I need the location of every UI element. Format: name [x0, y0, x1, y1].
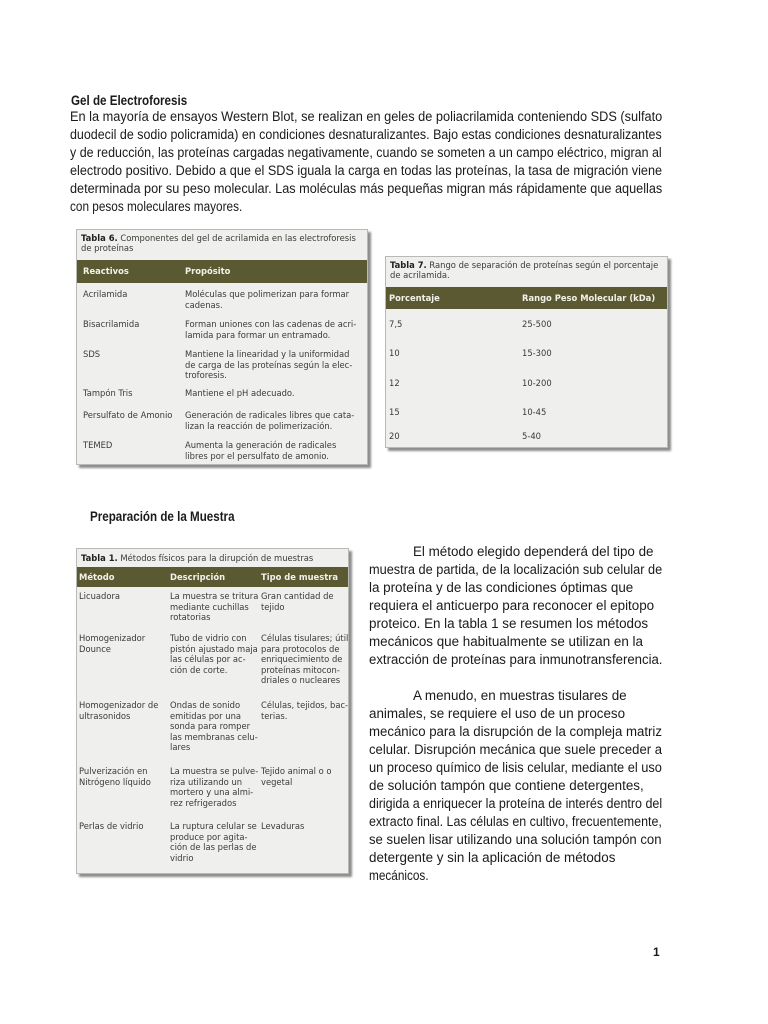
table-7-caption-line: Rango de separación de proteínas según el porcentaje	[429, 260, 659, 270]
table-1-cell-descripcion-line: ción de corte.	[170, 664, 228, 675]
section-heading-gel: Gel de Electroforesis	[71, 93, 188, 108]
gel-paragraph-line: En la mayoría de ensayos Western Blot, se realizan en geles de poliacrilamida conteniendo SDS (sulfato	[70, 109, 663, 124]
table-1-cell-descripcion-line: mortero y una almi-	[170, 787, 254, 798]
table-6-cell-reactivo	[83, 440, 112, 451]
table-1-cell-tipo	[261, 766, 332, 787]
paragraph-line: El método elegido dependerá del tipo de	[413, 544, 654, 559]
table-6-cell-reactivo	[83, 289, 127, 300]
table-1-cell-metodo-line: Dounce	[79, 643, 111, 654]
table-1-header-descripcion: Descripción	[170, 572, 226, 582]
table-6-cell-proposito-line: lamida para formar un entramado.	[185, 329, 331, 340]
paragraph-line: animales, se requiere el uso de un proceso	[369, 706, 626, 721]
table-1-cell-tipo-line: vegetal	[261, 776, 293, 787]
table-6-cell-reactivo-line: TEMED	[83, 440, 113, 450]
paragraph-line: detergente y sin la aplicación de métodos	[369, 850, 616, 865]
table-7-cell-porcentaje: 7,5	[389, 319, 403, 329]
table-7-caption-label: Tabla 7.	[390, 260, 427, 270]
table-1-cell-descripcion-line: emitidas por una	[170, 710, 242, 721]
table-6-cell-proposito-line: Generación de radicales libres que cata-	[185, 410, 355, 420]
table-1-cell-metodo-line: Homogenizador	[79, 633, 146, 643]
table-1-header	[77, 567, 348, 587]
paragraph-line: A menudo, en muestras tisulares de	[413, 688, 627, 703]
table-1-cell-descripcion-line: La ruptura celular se	[170, 821, 257, 831]
table-1-caption-label: Tabla 1.	[81, 553, 118, 563]
table-1-cell-tipo-line: Gran cantidad de	[261, 591, 334, 601]
table-7-header	[386, 287, 667, 309]
table-1-cell-descripcion-line: Ondas de sonido	[170, 700, 241, 710]
table-1-cell-descripcion-line: riza utilizando un	[170, 776, 243, 787]
paragraph-line: extracción de proteínas para inmunotransferencia.	[369, 652, 663, 667]
table-6-cell-proposito-line: Moléculas que polimerizan para formar	[185, 289, 350, 299]
table-6-cell-reactivo-line: SDS	[83, 349, 101, 359]
gel-paragraph-line: duodecil de sodio policramida) en condiciones desnaturalizantes. Bajo estas condiciones desnaturalizantes	[70, 127, 662, 142]
paragraph-line: mecánicos.	[369, 868, 429, 883]
table-6-cell-reactivo-line: Acrilamida	[83, 289, 128, 299]
table-6-cell-proposito-line: lizan la reacción de polimerización.	[185, 420, 333, 431]
table-6-header	[77, 260, 367, 283]
table-1-cell-metodo	[79, 633, 145, 654]
table-1-cell-tipo-line: Células tisulares; útil	[261, 633, 349, 643]
table-1-caption	[81, 553, 313, 563]
table-6-cell-reactivo	[83, 349, 100, 360]
paragraph-line: un proceso químico de lisis celular, mediante el uso	[369, 760, 662, 775]
table-1-cell-descripcion-line: La muestra se pulve-	[170, 766, 259, 776]
table-1-cell-metodo-line: Homogenizador de	[79, 700, 159, 710]
table-6-caption-line: Componentes del gel de acrilamida en las electroforesis	[120, 233, 356, 243]
paragraph-line: dirigida a enriquecer la proteína de interés dentro del	[369, 796, 663, 811]
table-6-cell-reactivo-line: Persulfato de Amonio	[83, 410, 173, 420]
table-7-cell-porcentaje: 20	[389, 431, 400, 441]
table-1-cell-metodo-line: ultrasonidos	[79, 710, 131, 721]
table-1-header-metodo: Método	[79, 572, 115, 582]
paragraph-line: mecánico para la disrupción de la compleja matriz	[369, 724, 662, 739]
table-1	[76, 548, 349, 874]
table-6-cell-proposito-line: troforesis.	[185, 370, 227, 381]
table-1-cell-descripcion-line: lares	[170, 742, 191, 753]
table-6-cell-proposito	[185, 440, 336, 461]
table-1-cell-metodo	[79, 591, 120, 602]
table-1-cell-metodo-line: Perlas de vidrio	[79, 821, 144, 831]
table-1-cell-tipo-line: enriquecimiento de	[261, 654, 343, 665]
paragraph-line: muestra de partida, de la localización sub celular de	[369, 562, 663, 577]
table-1-cell-tipo-line: Levaduras	[261, 821, 305, 831]
table-1-cell-metodo	[79, 766, 151, 787]
paragraph-line: proteico. En la tabla 1 se resumen los métodos	[369, 616, 649, 631]
table-6-cell-proposito	[185, 319, 356, 340]
table-1-header-tipo: Tipo de muestra	[261, 572, 338, 582]
table-1-cell-descripcion	[170, 633, 258, 675]
table-7-cell-rango: 5-40	[522, 431, 542, 441]
table-1-cell-descripcion	[170, 821, 257, 863]
table-6-cell-proposito-line: libres por el persulfato de amonio.	[185, 450, 329, 461]
table-6-cell-proposito	[185, 388, 295, 399]
section-heading-preparacion: Preparación de la Muestra	[90, 509, 235, 524]
table-1-cell-descripcion-line: rez refrigerados	[170, 797, 237, 808]
table-1-cell-tipo-line: para protocolos de	[261, 643, 340, 654]
table-1-cell-descripcion-line: produce por agita-	[170, 831, 248, 842]
paragraph-disrupcion	[369, 687, 662, 885]
table-6-cell-proposito-line: Aumenta la generación de radicales	[185, 440, 337, 450]
gel-paragraph-line: electrodo positivo. Debido a que el SDS iguala la carga en todas las proteínas, la tasa de migración viene	[70, 163, 663, 178]
table-6-cell-reactivo-line: Bisacrilamida	[83, 319, 140, 329]
paragraph-line: la proteína y de las condiciones óptimas que	[369, 580, 634, 595]
table-6-cell-proposito	[185, 289, 349, 310]
paragraph-line: celular. Disrupción mecánica que suele preceder a	[369, 742, 662, 757]
table-1-cell-metodo	[79, 700, 158, 721]
table-6-caption-line: de proteínas	[81, 243, 134, 253]
gel-paragraph-line: determinada por su peso molecular. Las moléculas más pequeñas migran más rápidamente que aquellas	[70, 181, 663, 196]
paragraph-line: mecánicos que habitualmente se utilizan en la	[369, 634, 643, 649]
table-1-cell-tipo-line: tejido	[261, 601, 285, 612]
paragraph-metodo	[369, 543, 662, 669]
table-1-cell-metodo-line: Pulverización en	[79, 766, 148, 776]
table-1-cell-tipo-line: proteínas mitocon-	[261, 664, 340, 675]
table-1-cell-descripcion	[170, 591, 258, 623]
table-1-caption-text: Métodos físicos para la dirupción de muestras	[120, 553, 314, 563]
table-1-cell-descripcion-line: ción de las perlas de	[170, 842, 257, 853]
table-1-cell-tipo	[261, 700, 348, 721]
table-1-cell-tipo	[261, 821, 304, 832]
table-6-cell-proposito	[185, 410, 354, 431]
table-1-cell-descripcion	[170, 700, 258, 753]
table-1-cell-tipo-line: Células, tejidos, bac-	[261, 700, 349, 710]
table-1-cell-tipo	[261, 591, 334, 612]
table-6-cell-reactivo	[83, 388, 132, 399]
table-1-cell-descripcion-line: rotatorias	[170, 612, 211, 623]
table-1-cell-descripcion-line: La muestra se tritura	[170, 591, 259, 601]
table-1-cell-descripcion-line: sonda para romper	[170, 721, 251, 732]
paragraph-line: se suelen lisar utilizando una solución tampón con	[369, 832, 662, 847]
table-7-caption-line: de acrilamida.	[390, 270, 450, 280]
table-6-cell-reactivo-line: Tampón Tris	[83, 388, 133, 398]
table-7-cell-rango: 25-500	[522, 319, 552, 329]
table-6-caption-label: Tabla 6.	[81, 233, 118, 243]
table-7-cell-porcentaje: 12	[389, 378, 400, 388]
table-7	[385, 256, 668, 448]
table-1-cell-descripcion-line: pistón ajustado maja	[170, 643, 258, 654]
table-1-cell-tipo-line: Tejido animal o o	[261, 766, 332, 776]
table-1-cell-tipo-line: terias.	[261, 710, 288, 721]
table-7-header-porcentaje: Porcentaje	[389, 293, 440, 303]
table-1-cell-descripcion-line: Tubo de vidrio con	[170, 633, 247, 643]
table-7-cell-rango: 10-45	[522, 407, 547, 417]
table-6-cell-proposito-line: Forman uniones con las cadenas de acri-	[185, 319, 357, 329]
table-6-cell-proposito-line: Mantiene la linearidad y la uniformidad	[185, 349, 350, 359]
page-number: 1	[653, 945, 660, 959]
table-1-cell-metodo-line: Licuadora	[79, 591, 121, 601]
table-6-cell-proposito-line: Mantiene el pH adecuado.	[185, 388, 295, 398]
table-1-cell-descripcion-line: mediante cuchillas	[170, 601, 249, 612]
table-7-header-rango: Rango Peso Molecular (kDa)	[522, 293, 656, 303]
table-1-cell-descripcion-line: las células por ac-	[170, 654, 246, 665]
paragraph-line: extracto final. Las células en cultivo, frecuentemente,	[369, 814, 662, 829]
table-1-cell-tipo-line: driales o nucleares	[261, 675, 341, 686]
gel-paragraph	[70, 108, 662, 216]
table-6	[76, 229, 368, 465]
gel-paragraph-line: con pesos moleculares mayores.	[70, 199, 243, 214]
gel-paragraph-line: y de reducción, las proteínas cargadas negativamente, cuando se someten a un campo eléctrico, migran al	[70, 145, 662, 160]
paragraph-line: de solución tampón que contiene detergentes,	[369, 778, 644, 793]
table-6-caption	[81, 233, 356, 253]
table-1-cell-descripcion-line: vidrio	[170, 852, 194, 863]
table-7-cell-rango: 10-200	[522, 378, 552, 388]
right-text	[369, 543, 662, 885]
table-6-cell-proposito-line: cadenas.	[185, 299, 223, 310]
table-7-cell-porcentaje: 15	[389, 407, 400, 417]
table-7-cell-rango: 15-300	[522, 348, 552, 358]
table-1-cell-tipo	[261, 633, 348, 686]
table-7-cell-porcentaje: 10	[389, 348, 400, 358]
table-1-cell-descripcion	[170, 766, 258, 808]
table-6-cell-proposito	[185, 349, 352, 381]
table-1-cell-descripcion-line: las membranas celu-	[170, 731, 258, 742]
table-6-cell-reactivo	[83, 410, 172, 421]
table-1-cell-metodo-line: Nitrógeno líquido	[79, 776, 151, 787]
table-6-header-reactivos: Reactivos	[83, 266, 129, 276]
table-6-cell-reactivo	[83, 319, 139, 330]
paragraph-line: requiera el anticuerpo para reconocer el epitopo	[369, 598, 655, 613]
table-6-cell-proposito-line: de carga de las proteínas según la elec-	[185, 359, 353, 370]
table-7-caption	[390, 260, 658, 280]
table-1-cell-metodo	[79, 821, 143, 832]
table-6-header-proposito: Propósito	[185, 266, 231, 276]
